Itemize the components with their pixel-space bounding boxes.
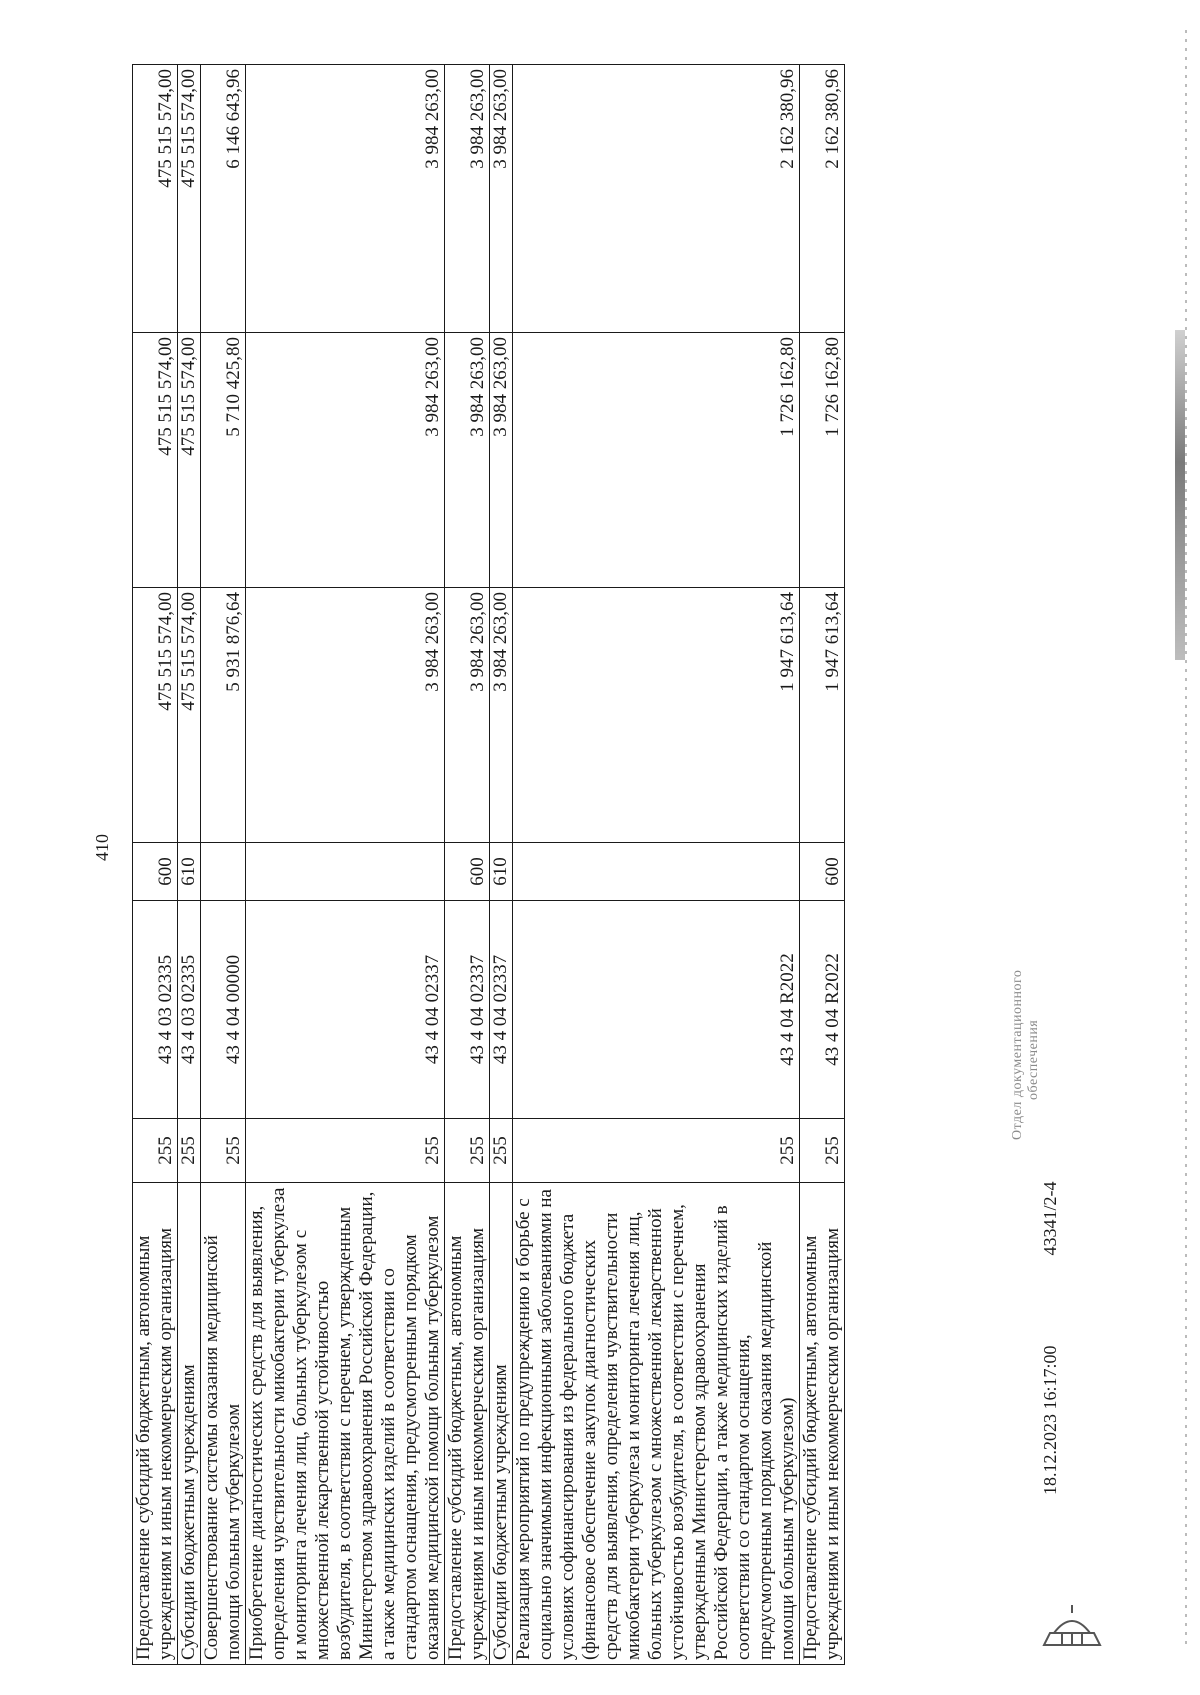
table-row — [178, 65, 201, 1665]
row-description: Реализация мероприятий по предупреждению и борьбе с социально значимыми инфекционными заболеваниями на условиях софинансирования из федерального бюджета (финансовое обеспечение закупок диагностических средств для выявления, определения чувствительности микобактерии туберкулеза и мониторинга лечения лиц, больных туберкулезом с множественной лекарственной устойчивостью возбудителя, в соответствии с перечнем, утвержденным Министерством здравоохранения Российской Федерации, а также медицинских изделий в соответствии со стандартом оснащения, предусмотренным порядком оказания медицинской помощи больным туберкулезом) — [513, 1183, 800, 1665]
row-expense-type — [513, 843, 800, 901]
emblem-logo-icon — [1012, 1605, 1132, 1665]
row-expense-type: 600 — [800, 843, 845, 901]
row-amount-2024: 3 984 263,00 — [490, 588, 513, 843]
row-expense-type — [246, 843, 445, 901]
row-target-code: 43 4 04 02337 — [445, 901, 490, 1119]
row-ministry-code: 255 — [445, 1119, 490, 1183]
row-amount-2026: 3 984 263,00 — [445, 65, 490, 333]
page-number: 410 — [92, 834, 112, 861]
row-description: Предоставление субсидий бюджетным, автономным учреждениям и иным некоммерческим организациям — [445, 1183, 490, 1665]
row-ministry-code: 255 — [178, 1119, 201, 1183]
row-expense-type: 610 — [490, 843, 513, 901]
row-expense-type: 600 — [445, 843, 490, 901]
row-expense-type: 610 — [178, 843, 201, 901]
row-target-code: 43 4 04 R2022 — [513, 901, 800, 1119]
table-row — [246, 65, 445, 1665]
footer — [1040, 1181, 1061, 1495]
row-description: Приобретение диагностических средств для выявления, определения чувствительности микобактерии туберкулеза и мониторинга лечения лиц, больных туберкулезом с множественной лекарственной устойчивостью возбудителя, в соответствии с перечнем, утвержденным Министерством здравоохранения Российской Федерации, а также медицинских изделий в соответствии со стандартом оснащения, предусмотренным порядком оказания медицинской помощи больным туберкулезом — [246, 1183, 445, 1665]
row-amount-2026: 2 162 380,96 — [800, 65, 845, 333]
stamp-line: Отдел документационного — [1010, 969, 1025, 1140]
row-ministry-code: 255 — [201, 1119, 246, 1183]
row-amount-2026: 2 162 380,96 — [513, 65, 800, 333]
row-ministry-code: 255 — [246, 1119, 445, 1183]
row-ministry-code: 255 — [490, 1119, 513, 1183]
row-description: Субсидии бюджетным учреждениям — [178, 1183, 201, 1665]
row-description: Предоставление субсидий бюджетным, автономным учреждениям и иным некоммерческим организациям — [133, 1183, 178, 1665]
row-amount-2026: 475 515 574,00 — [178, 65, 201, 333]
row-amount-2024: 3 984 263,00 — [445, 588, 490, 843]
footer-timestamp: 18.12.2023 16:17:00 — [1040, 1345, 1060, 1495]
row-amount-2025: 3 984 263,00 — [246, 333, 445, 588]
table-row — [513, 65, 800, 1665]
row-amount-2026: 6 146 643,96 — [201, 65, 246, 333]
table-row — [800, 65, 845, 1665]
stamp-line: обеспечения — [1026, 1019, 1041, 1100]
row-target-code: 43 4 03 02335 — [178, 901, 201, 1119]
table-row — [133, 65, 178, 1665]
row-target-code: 43 4 04 R2022 — [800, 901, 845, 1119]
row-target-code: 43 4 04 00000 — [201, 901, 246, 1119]
row-amount-2026: 3 984 263,00 — [490, 65, 513, 333]
row-amount-2024: 5 931 876,64 — [201, 588, 246, 843]
row-target-code: 43 4 04 02337 — [490, 901, 513, 1119]
table-row — [445, 65, 490, 1665]
row-target-code: 43 4 04 02337 — [246, 901, 445, 1119]
row-amount-2024: 1 947 613,64 — [513, 588, 800, 843]
department-stamp — [1010, 840, 1042, 1140]
row-amount-2025: 1 726 162,80 — [800, 333, 845, 588]
row-amount-2024: 3 984 263,00 — [246, 588, 445, 843]
row-amount-2025: 3 984 263,00 — [490, 333, 513, 588]
row-amount-2025: 3 984 263,00 — [445, 333, 490, 588]
table-row — [490, 65, 513, 1665]
row-expense-type: 600 — [133, 843, 178, 901]
footer-doc-id: 43341/2-4 — [1040, 1181, 1060, 1256]
row-amount-2025: 475 515 574,00 — [178, 333, 201, 588]
row-amount-2026: 475 515 574,00 — [133, 65, 178, 333]
row-expense-type — [201, 843, 246, 901]
row-ministry-code: 255 — [133, 1119, 178, 1183]
row-amount-2024: 475 515 574,00 — [133, 588, 178, 843]
row-target-code: 43 4 03 02335 — [133, 901, 178, 1119]
row-amount-2025: 5 710 425,80 — [201, 333, 246, 588]
row-amount-2024: 475 515 574,00 — [178, 588, 201, 843]
row-amount-2025: 475 515 574,00 — [133, 333, 178, 588]
budget-table — [132, 64, 845, 1665]
row-amount-2025: 1 726 162,80 — [513, 333, 800, 588]
row-ministry-code: 255 — [513, 1119, 800, 1183]
row-description: Предоставление субсидий бюджетным, автономным учреждениям и иным некоммерческим организациям — [800, 1183, 845, 1665]
row-description: Совершенствование системы оказания медицинской помощи больным туберкулезом — [201, 1183, 246, 1665]
row-amount-2024: 1 947 613,64 — [800, 588, 845, 843]
row-ministry-code: 255 — [800, 1119, 845, 1183]
row-description: Субсидии бюджетным учреждениям — [490, 1183, 513, 1665]
table-row — [201, 65, 246, 1665]
row-amount-2026: 3 984 263,00 — [246, 65, 445, 333]
